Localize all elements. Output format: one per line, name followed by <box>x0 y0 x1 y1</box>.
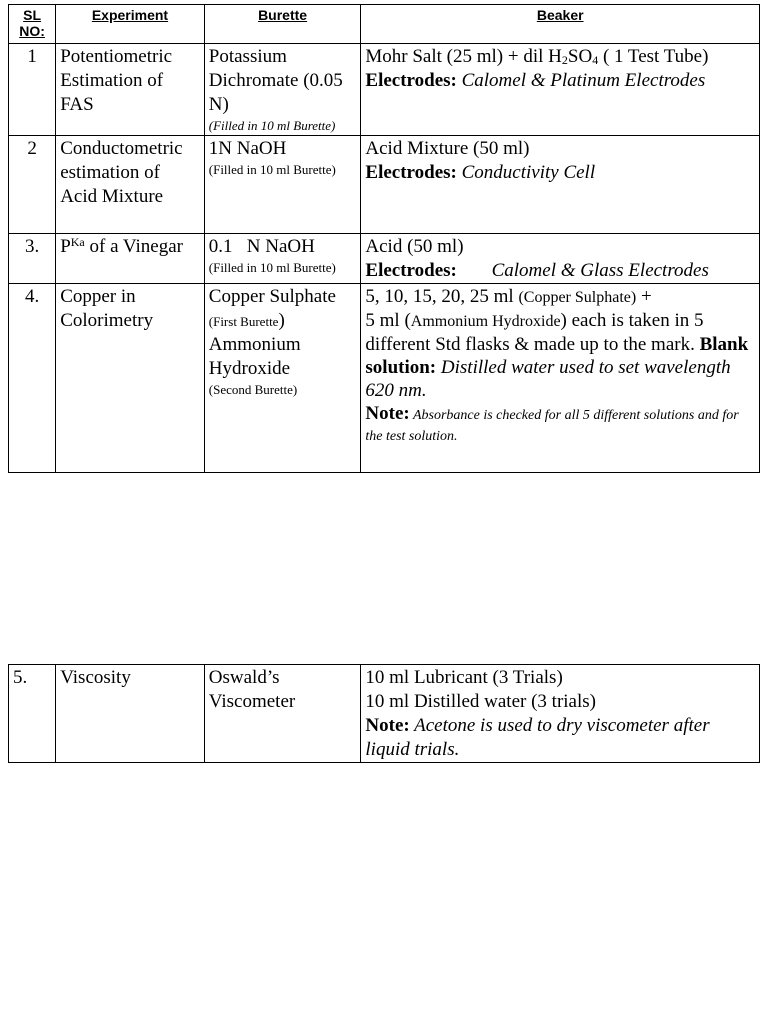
header-beaker: Beaker <box>361 5 760 44</box>
beaker-line-2: 10 ml Distilled water (3 trials) <box>365 691 596 712</box>
cell-experiment: Viscosity <box>56 665 205 763</box>
burette-reagent: Potassium Dichromate (0.05 N) <box>208 46 343 115</box>
burette-note-2: (Second Burette) <box>208 382 298 397</box>
electrodes-line: Electrodes: Conductivity Cell <box>365 162 596 183</box>
cell-burette <box>204 234 361 284</box>
electrodes-line: Electrodes: Calomel & Platinum Electrodes <box>365 70 706 91</box>
header-row <box>9 5 760 44</box>
beaker-contents: Acid Mixture (50 ml) <box>365 138 530 159</box>
table-row <box>9 284 760 473</box>
cell-experiment: $P^{Ka}$ of a Vinegar <box>56 234 205 284</box>
beaker-line-1: 10 ml Lubricant (3 Trials) <box>365 667 563 688</box>
cell-burette <box>204 284 361 473</box>
experiments-table <box>8 4 760 473</box>
cell-experiment: Conductometric estimation of Acid Mixture <box>56 136 205 234</box>
table-row <box>9 136 760 234</box>
header-experiment: Experiment <box>56 5 205 44</box>
burette-note-1: (First Burette) <box>208 310 285 331</box>
cell-sl: 2 <box>9 136 56 234</box>
burette-reagent: 1N NaOH <box>208 138 287 159</box>
burette-note: (Filled in 10 ml Burette) <box>208 260 336 275</box>
cell-experiment: Potentiometric Estimation of FAS <box>56 44 205 136</box>
cell-experiment: Copper in Colorimetry <box>56 284 205 473</box>
cell-burette <box>204 44 361 136</box>
cell-burette: Oswald’s Viscometer <box>204 665 361 763</box>
viscosity-table <box>8 664 760 763</box>
burette-reagent: 0.1 N NaOH <box>208 236 315 257</box>
burette-reagent-1: Copper Sulphate <box>208 286 336 307</box>
cell-beaker <box>361 44 760 136</box>
cell-beaker <box>361 665 760 763</box>
cell-sl: 1 <box>9 44 56 136</box>
table-row <box>9 234 760 284</box>
table-row <box>9 44 760 136</box>
cell-sl: 3. <box>9 234 56 284</box>
burette-note: (Filled in 10 ml Burette) <box>208 162 336 177</box>
beaker-contents: Mohr Salt (25 ml) + dil $H_2SO_4$ ( 1 Test Tube) <box>365 46 709 67</box>
note-line: Note: Absorbance is checked for all 5 different solutions and for the test solution. <box>365 403 739 444</box>
cell-sl: 4. <box>9 284 56 473</box>
beaker-contents: Acid (50 ml) <box>365 236 464 257</box>
electrodes-line: Electrodes: Calomel & Glass Electrodes <box>365 260 709 281</box>
beaker-contents: 5, 10, 15, 20, 25 ml (Copper Sulphate) + 5 ml (Ammonium Hydroxide) each is taken in 5 different Std flasks & made up to the mark. Blank solution: Distilled water used to set wavelength 620 nm. <box>365 286 749 401</box>
cell-sl: 5. <box>9 665 56 763</box>
note-line: Note: Acetone is used to dry viscometer after liquid trials. <box>365 715 710 760</box>
header-burette: Burette <box>204 5 361 44</box>
cell-beaker <box>361 284 760 473</box>
header-sl: SL NO: <box>9 5 56 44</box>
cell-beaker <box>361 234 760 284</box>
burette-note: (Filled in 10 ml Burette) <box>208 118 336 133</box>
table-row <box>9 665 760 763</box>
burette-reagent-2: Ammonium Hydroxide <box>208 334 301 379</box>
cell-beaker <box>361 136 760 234</box>
cell-burette <box>204 136 361 234</box>
